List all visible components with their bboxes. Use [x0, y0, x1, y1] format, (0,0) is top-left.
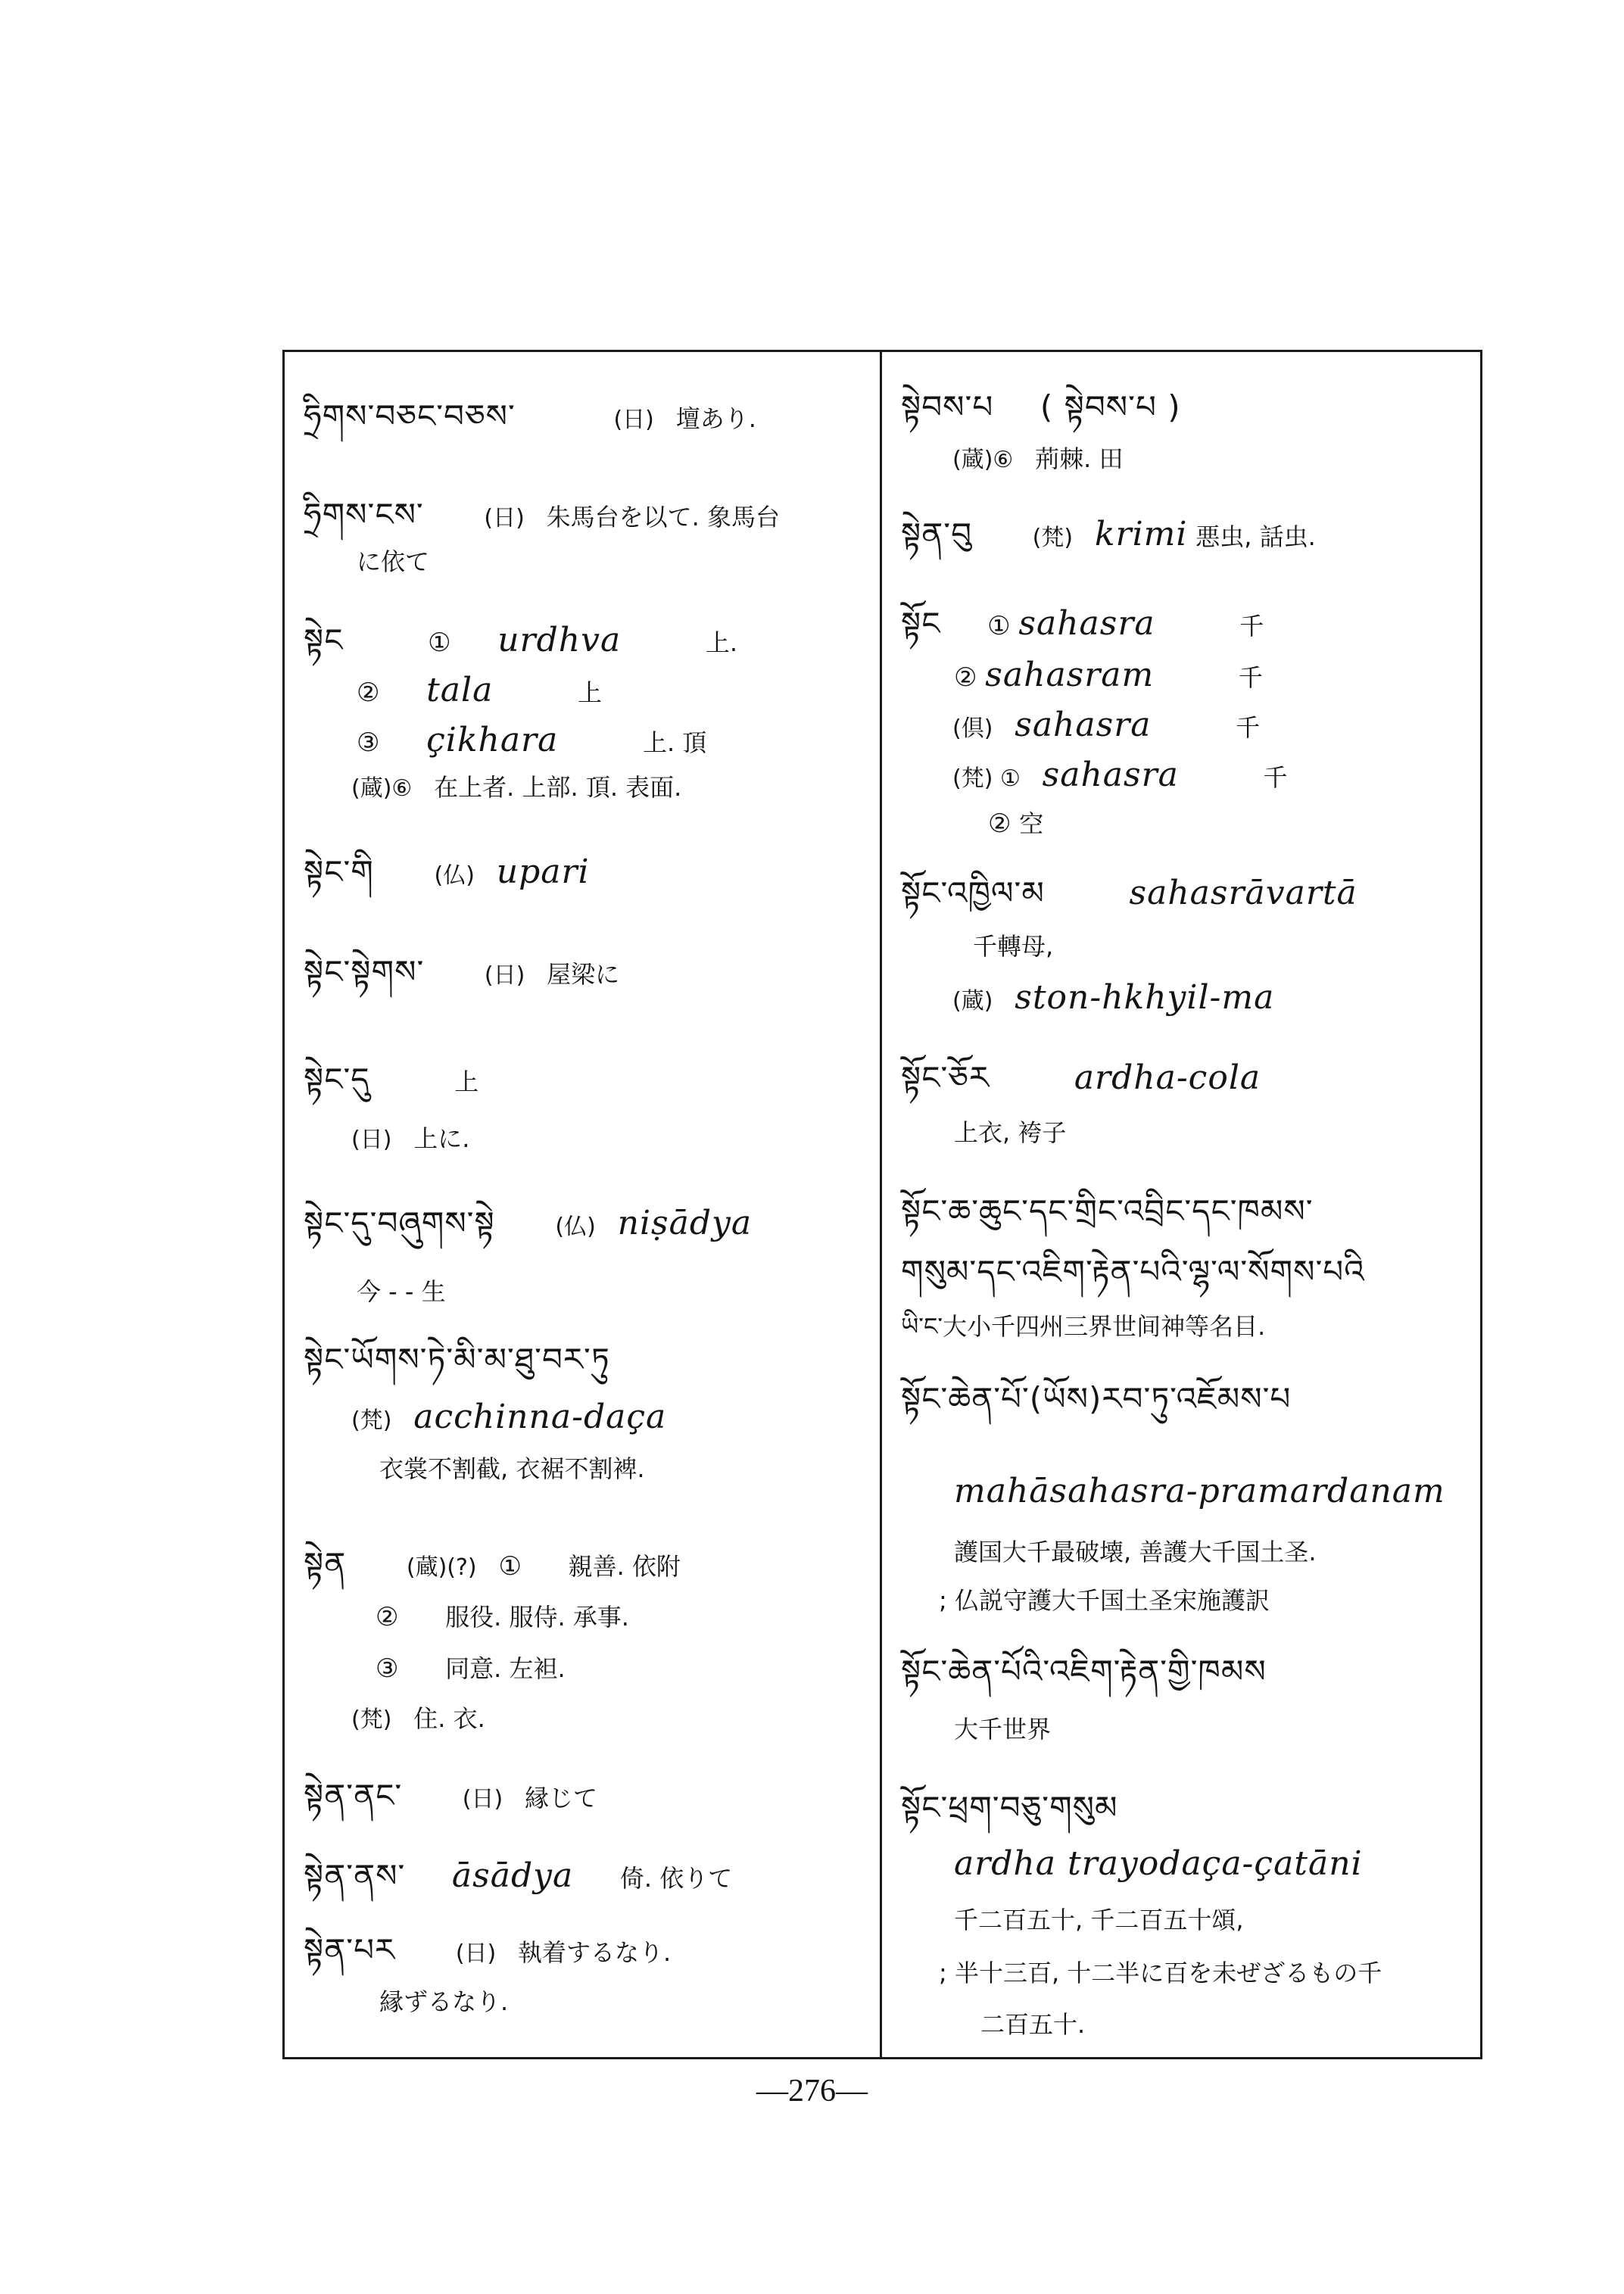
gloss: 上衣, 袴子	[954, 1118, 1067, 1147]
sense-line	[338, 1122, 469, 1157]
source-tag: (蔵)(?)	[406, 1554, 477, 1581]
tibetan-headword: སྟེང་གི	[304, 853, 374, 890]
source-tag: (仏)	[434, 862, 475, 889]
source-tag: (蔵)⑥	[351, 775, 413, 802]
entry	[901, 515, 1316, 555]
sanskrit-term: āsādya	[451, 1856, 574, 1895]
sense-number: ③	[357, 728, 380, 758]
source-tag: (仏)	[555, 1214, 596, 1240]
source-tag: (日)	[455, 1940, 497, 1967]
sense-line	[939, 442, 1123, 477]
tibetan-headword: སྟེང་དུ་བཞུགས་སྟེ	[304, 1205, 495, 1242]
tibetan-headword: སྟོང་ཅོར	[901, 1059, 990, 1096]
gloss: 服役. 服侍. 承事.	[445, 1603, 629, 1632]
source-tag: (倶)	[952, 715, 993, 742]
gloss: 千	[1238, 663, 1263, 692]
source-tag: (蔵)	[952, 988, 993, 1015]
gloss: 二百五十.	[980, 2010, 1086, 2039]
gloss: 在上者. 上部. 頂. 表面.	[434, 773, 682, 802]
gloss: 住. 衣.	[413, 1704, 485, 1733]
sense-line	[338, 1702, 485, 1737]
gloss-continuation	[357, 545, 429, 578]
sanskrit-term: mahāsahasra-pramardanam	[954, 1472, 1445, 1510]
gloss: 大千世界	[954, 1715, 1052, 1744]
tibetan-variant: ( སྟེབས་པ )	[1040, 388, 1181, 425]
entry	[901, 604, 1264, 643]
tibetan-headword: སྟོང་ཆེན་པོའི་འཇིག་རྟེན་གྱི་ཁམས	[901, 1653, 1267, 1690]
gloss: 今 - - 生	[357, 1277, 446, 1306]
gloss: 千	[1263, 763, 1288, 792]
gloss: 上.	[705, 628, 737, 657]
gloss: 縁ずるなり.	[379, 1987, 509, 2016]
gloss: ཡི་ང་大小千四州三界世间神等名目.	[901, 1312, 1266, 1341]
gloss-continuation	[379, 1452, 645, 1485]
source-tag: (日)	[351, 1127, 392, 1153]
gloss-continuation	[954, 1535, 1317, 1569]
gloss-continuation	[901, 1310, 1265, 1343]
tibetan-headword: སྟེང	[304, 622, 344, 659]
entry	[304, 1063, 478, 1099]
tibetan-headword: སྟོང་འཁྱིལ་མ	[901, 874, 1045, 912]
gloss: 親善. 依附	[568, 1552, 681, 1581]
gloss: 屋梁に	[547, 960, 620, 989]
page-number: —276—	[756, 2074, 868, 2109]
entry	[901, 388, 1181, 426]
sanskrit-term: tala	[426, 671, 494, 709]
gloss-continuation	[973, 930, 1053, 963]
sanskrit-term: urdhva	[497, 621, 622, 659]
entry	[304, 955, 619, 993]
sense-line	[939, 978, 1275, 1018]
source-tag: (梵)	[351, 1706, 392, 1733]
entry	[304, 852, 590, 893]
sanskrit-term: sahasra	[1042, 756, 1179, 794]
sanskrit-term: krimi	[1094, 515, 1188, 553]
source-tag: (蔵)⑥	[952, 447, 1014, 473]
sanskrit-term: upari	[496, 852, 590, 891]
gloss: 執着するなり.	[518, 1938, 672, 1967]
sanskrit-term: sahasram	[985, 656, 1155, 694]
sense-line	[338, 771, 681, 806]
gloss: 千二百五十, 千二百五十頌,	[954, 1906, 1244, 1934]
gloss: 荊棘. 田	[1035, 444, 1124, 473]
sense-line	[338, 1398, 667, 1438]
sense-number: ②	[954, 662, 977, 693]
source-tag: (日)	[613, 407, 654, 433]
gloss: 衣裳不割截, 衣裾不割裨.	[379, 1454, 645, 1483]
gloss: ; 半十三百, 十二半に百を未ぜざるもの千	[939, 1959, 1382, 1987]
entry	[901, 1382, 1291, 1418]
sanskrit-term: sahasra	[1015, 706, 1152, 744]
gloss: 縁じて	[525, 1784, 598, 1812]
tibetan-headword: སྟོང་ཕྲག་བཅུ་གསུམ	[901, 1789, 1118, 1826]
tibetan-headword: སྟེན་ནས་	[304, 1857, 406, 1894]
sanskrit-term: ardha-cola	[1074, 1058, 1261, 1097]
gloss: 千轉母,	[973, 932, 1054, 961]
gloss: 空	[1019, 809, 1044, 838]
tibetan-headword: སྟེན་པར	[304, 1931, 396, 1968]
gloss: に依て	[357, 547, 430, 576]
gloss-continuation	[954, 1116, 1066, 1149]
entry	[304, 1779, 597, 1816]
entry	[304, 397, 756, 437]
gloss: ; 仏説守護大千国土圣宋施護訳	[939, 1586, 1270, 1615]
gloss: 朱馬台を以て. 象馬台	[546, 503, 780, 531]
source-tag: (日)	[484, 505, 525, 531]
entry	[304, 1343, 610, 1379]
entry	[304, 1931, 672, 1971]
entry	[901, 1192, 1314, 1230]
sense-line	[376, 1601, 629, 1634]
left-column	[285, 350, 880, 2059]
gloss-continuation	[357, 1275, 446, 1308]
tibetan-headword: སྟེན་ནང་	[304, 1777, 403, 1814]
entry	[901, 874, 1357, 912]
sanskrit-line	[954, 1472, 1445, 1510]
sense-line	[939, 706, 1261, 746]
entry	[901, 1791, 1117, 1827]
sanskrit-term: niṣādya	[617, 1204, 753, 1242]
sanskrit-term: acchinna-daça	[413, 1398, 667, 1436]
gloss: 上. 頂	[642, 728, 707, 757]
tibetan-headword: སྟེན	[304, 1545, 347, 1582]
source-tag: (日)	[484, 962, 525, 989]
sense-line	[357, 721, 707, 759]
tibetan-headword: གསུམ་དང་འཇིག་རྟེན་པའི་ལྷ་ལ་སོགས་པའི	[901, 1253, 1365, 1290]
gloss-continuation	[939, 1584, 1270, 1617]
sense-line	[939, 756, 1288, 796]
source-tag: (梵)	[351, 1407, 392, 1434]
sanskrit-term: sahasrāvartā	[1129, 874, 1357, 912]
sanskrit-term: ardha trayodaça-çatāni	[954, 1844, 1363, 1883]
sense-number: ③	[376, 1653, 399, 1684]
entry	[304, 498, 780, 535]
gloss: 上に.	[413, 1124, 470, 1153]
tibetan-headword: སྟོང་ཆ་ཆུང་དང་གྲིང་འབྲིང་དང་ཁམས་	[901, 1192, 1314, 1230]
gloss-continuation	[954, 1903, 1244, 1937]
source-tag: (日)	[462, 1786, 503, 1812]
gloss: 護国大千最破壊, 善護大千国土圣.	[954, 1538, 1317, 1566]
tibetan-headword: སྟོང	[901, 605, 941, 642]
source-tag: (梵)	[1032, 525, 1074, 551]
entry	[304, 1204, 753, 1244]
gloss: 悪虫, 話虫.	[1195, 522, 1316, 551]
entry-continuation	[901, 1255, 1365, 1291]
gloss: 同意. 左袒.	[445, 1654, 566, 1683]
sense-number: ②	[988, 809, 1011, 839]
tibetan-headword: སྟོང་ཆེན་པོ་(ཡོས)རབ་ཏུ་འཇོམས་པ	[901, 1380, 1292, 1417]
gloss: 壇あり.	[675, 404, 756, 433]
entry	[901, 1655, 1267, 1691]
gloss-continuation	[939, 1956, 1382, 1990]
gloss-continuation	[954, 1713, 1051, 1746]
tibetan-headword: སྟེང་སྟེགས་	[304, 953, 425, 990]
sense-number: ①	[987, 611, 1011, 641]
entry	[304, 1856, 733, 1895]
gloss-continuation	[379, 1985, 508, 2018]
gloss: 上	[577, 678, 602, 707]
sanskrit-term: çikhara	[426, 721, 559, 759]
gloss: 上	[454, 1068, 479, 1096]
sense-number: ②	[376, 1602, 399, 1632]
entry	[304, 621, 737, 659]
sense-number: ①	[498, 1551, 522, 1582]
right-column	[882, 350, 1480, 2059]
entry	[304, 1545, 681, 1585]
tibetan-headword: ཧྲིགས་ངས་	[304, 496, 424, 533]
tibetan-headword: སྟེང་ཡོགས་ཏེ་མི་མ་ཐུ་བར་ཏུ	[304, 1341, 610, 1378]
tibetan-headword: ཧྲིགས་བཅང་བཅས་	[304, 397, 516, 435]
sanskrit-term: ston-hkhyil-ma	[1015, 978, 1275, 1017]
sense-line	[376, 1652, 566, 1685]
tibetan-headword: སྟེབས་པ	[901, 388, 994, 425]
sense-line	[954, 656, 1263, 694]
tibetan-headword: སྟེན་བུ	[901, 516, 973, 553]
tibetan-headword: སྟེང་དུ	[304, 1061, 370, 1098]
gloss: 千	[1236, 713, 1261, 742]
sanskrit-term: sahasra	[1018, 604, 1155, 643]
sense-line	[357, 671, 602, 709]
sense-line	[988, 807, 1043, 840]
entry	[901, 1058, 1261, 1097]
sense-number: ①	[428, 628, 451, 658]
source-tag: (梵) ①	[952, 765, 1021, 792]
gloss: 倚. 依りて	[619, 1864, 733, 1893]
sense-number: ②	[357, 678, 380, 708]
sanskrit-line	[954, 1844, 1363, 1883]
gloss-continuation	[980, 2008, 1085, 2041]
gloss: 千	[1239, 612, 1264, 641]
